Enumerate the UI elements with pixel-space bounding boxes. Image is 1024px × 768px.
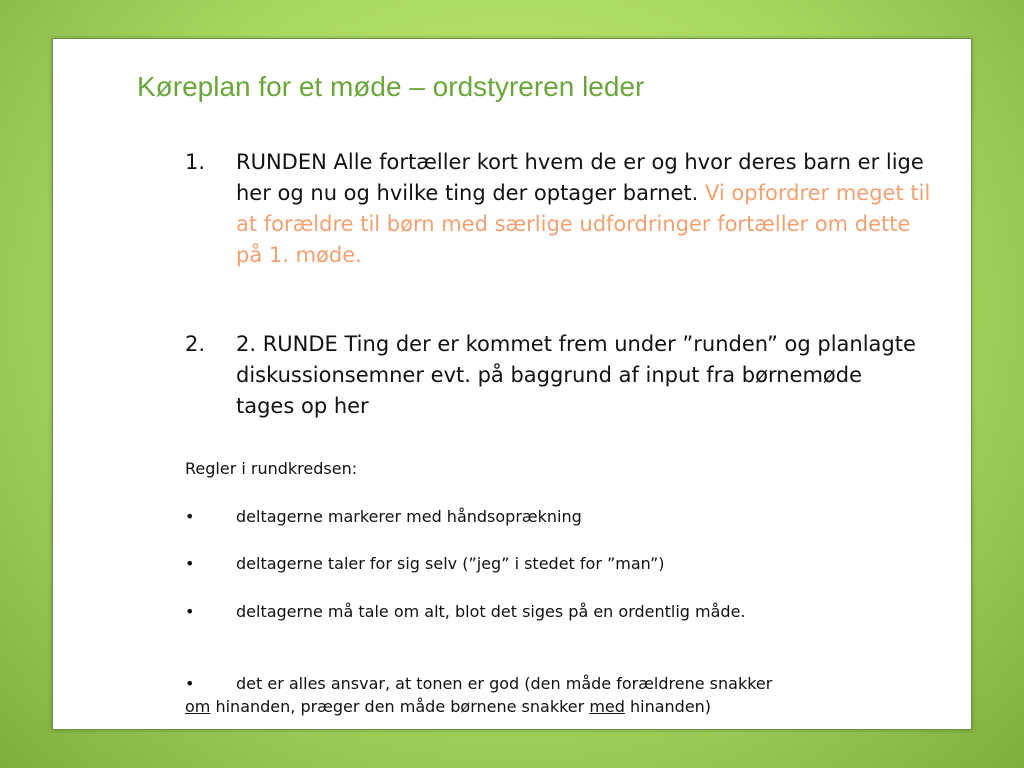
list-number: 1. [185,150,206,174]
item-accent-text: Vi opfordrer meget til at forældre til børn med særlige udfordringer fortæller om dette på 1. møde. [236,181,931,267]
bullet-text-end: hinanden) [624,697,712,716]
list-text: 2. RUNDE Ting der er kommet frem under ”runden” og planlagte diskussionsemner evt. på baggrund af input fra børnemøde tages op her [236,332,916,418]
rules-heading: Regler i rundkredsen: [185,459,358,478]
bullet-text-line1: det er alles ansvar, at tonen er god (den måde forældrene snakker [236,674,773,693]
bullet-text-line2 [185,695,925,718]
bullet-text: deltagerne markerer med håndsoprækning [236,507,582,526]
bullet-item-1 [185,505,885,528]
bullet-dot: • [185,554,195,573]
slide-title: Køreplan for et møde – ordstyreren leder [137,71,645,102]
list-text [236,147,935,271]
list-item-2 [185,329,925,422]
list-item-1 [185,147,935,271]
underlined-word-med: med [589,697,625,716]
bullet-text-mid: hinanden, præger den måde børnene snakker [210,697,590,716]
bullet-item-3 [185,600,815,623]
item-main-text: RUNDEN Alle fortæller kort hvem de er og hvor deres barn er lige her og nu og hvilke ting der optager barnet. [236,150,924,205]
list-number: 2. [185,332,206,356]
underlined-word-om: om [185,697,211,716]
bullet-dot: • [185,674,195,693]
slide [52,38,972,730]
bullet-item-4 [185,672,925,718]
bullet-item-2 [185,552,885,575]
bullet-dot: • [185,507,195,526]
bullet-text: deltagerne taler for sig selv (”jeg” i stedet for ”man”) [236,554,665,573]
bullet-dot: • [185,602,195,621]
bullet-text: deltagerne må tale om alt, blot det siges på en ordentlig måde. [236,602,746,621]
